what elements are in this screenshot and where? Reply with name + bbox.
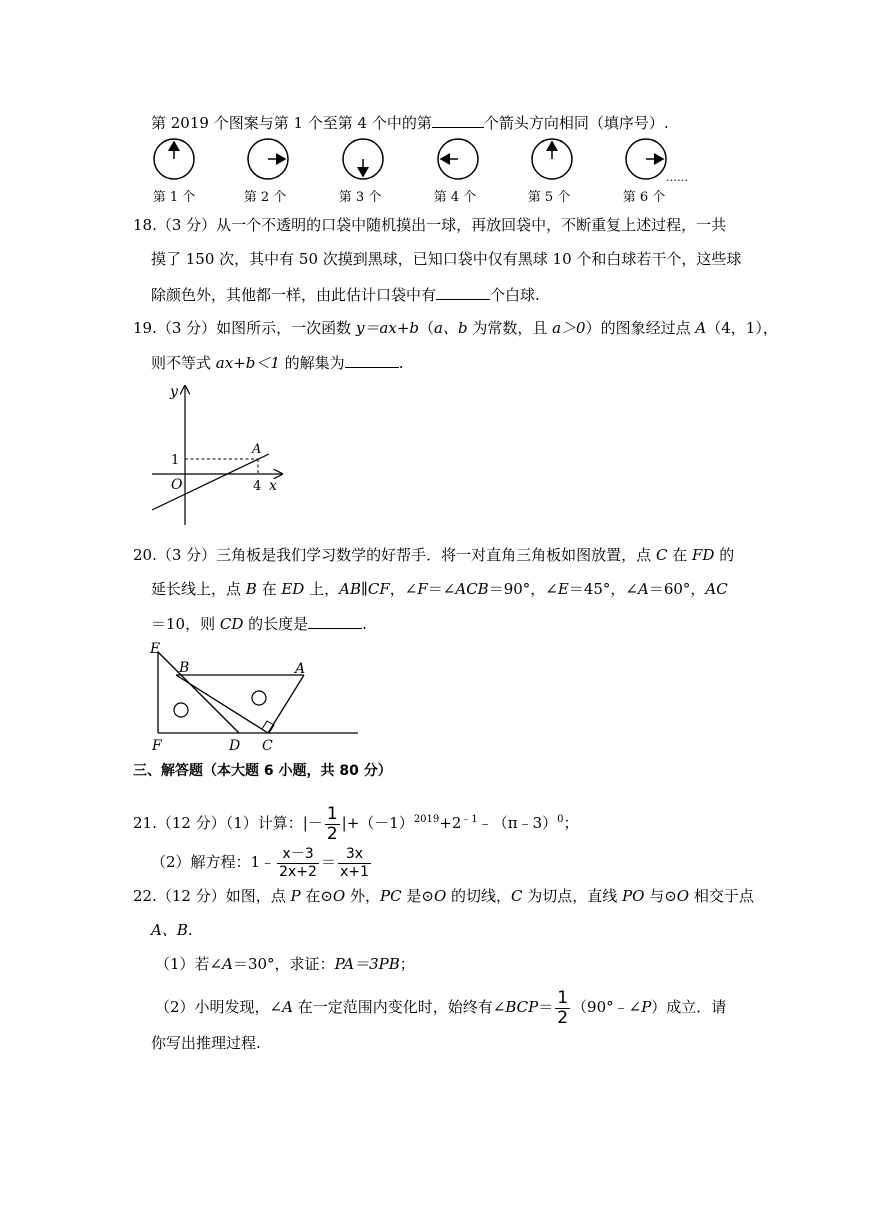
q20-line-1: 20.（3 分）三角板是我们学习数学的好帮手．将一对直角三角板如图放置，点 C 在 FD 的 [133,546,735,564]
fraction-one-half: $\frac{1}{2}$ [326,803,338,844]
line-bc [176,675,268,733]
right-angle-mark [262,721,274,733]
q20-line-3: ＝10，则 CD 的长度是 . [151,615,367,633]
q22-line-2: A、B. [151,921,193,939]
triangle-hole-right [252,691,266,705]
q19-line-1: 19.（3 分）如图所示，一次函数 y＝ax+b（a、b 为常数，且 a＞0）的图象经过点 A（4，1）， [133,319,778,337]
answer-blank [345,352,399,368]
label-c: C [262,738,273,754]
answer-blank [308,613,362,629]
q18-line-1: 18.（3 分）从一个不透明的口袋中随机摸出一球，再放回袋中，不断重复上述过程，一共 [133,216,727,234]
y-axis-label: y [170,384,178,400]
label-a: A [295,661,306,677]
label-e: E [150,641,161,657]
triangle-hole-left [174,703,188,717]
line-ed [158,652,239,733]
arrow-figure-1 [154,139,194,179]
fraction-right: $\frac{3x}{x+1}$ [339,845,369,880]
x-axis-label: x [269,478,277,494]
origin-label: O [171,477,183,493]
q21-part-2: （2）解方程：1﹣ $\frac{x-3}{2x+2}$ ＝ $\frac{3x}{x+1}$ [151,845,369,880]
arrow-figure-2 [248,139,288,179]
q20-triangle-figure [146,638,366,756]
figure-label-2: 第 2 个 [243,190,287,205]
section-3-heading: 三、解答题（本大题 6 小题，共 80 分） [133,763,392,779]
q17-arrow-figures [140,132,700,208]
arrow-figure-4 [438,139,478,179]
q22-sub-2-cont: 你写出推理过程. [151,1034,261,1052]
arrow-figure-6 [626,139,666,179]
figure-label-1: 第 1 个 [152,190,196,205]
tick-label-1: 1 [171,453,180,468]
label-b: B [179,660,190,676]
fraction-left: $\frac{x-3}{2x+2}$ [279,845,317,880]
arrow-figure-5 [532,139,572,179]
q22-line-1: 22.（12 分）如图，点 P 在⊙O 外，PC 是⊙O 的切线，C 为切点，直线 PO 与⊙O 相交于点 [133,887,754,905]
tick-label-4: 4 [253,479,262,494]
q18-line-3: 除颜色外，其他都一样，由此估计口袋中有 个白球. [151,286,540,304]
arrow-figure-3 [343,139,383,179]
q21-part-1: 21.（12 分）（1）计算：|－ $\frac{1}{2}$ $|+(-1)^{2019}+2^{﹣1}﹣(\pi﹣3)^0$； [133,803,579,844]
answer-blank [432,112,484,128]
label-d: D [229,738,241,754]
q22-sub-2: （2）小明发现，∠A 在一定范围内变化时，始终有∠BCP＝ $\frac{1}{2}$ （90°﹣∠P）成立．请 [155,987,727,1028]
figure-label-4: 第 4 个 [433,190,477,205]
figure-label-6: 第 6 个 [622,190,666,205]
figure-ellipsis: …… [666,171,688,184]
q19-graph [148,380,288,528]
q22-sub-1: （1）若∠A＝30°，求证：PA＝3PB； [155,955,415,973]
label-f: F [152,738,162,754]
q20-line-2: 延长线上，点 B 在 ED 上，AB∥CF，∠F＝∠ACB＝90°，∠E＝45°，∠A＝60°，AC [151,580,728,598]
q18-line-2: 摸了 150 次，其中有 50 次摸到黑球，已知口袋中仅有黑球 10 个和白球若干个，这些球 [151,250,742,268]
figure-label-3: 第 3 个 [338,190,382,205]
fraction-one-half: $\frac{1}{2}$ [557,987,569,1028]
point-a-label: A [252,442,262,457]
function-line [152,454,269,510]
q17-text: 第 2019 个图案与第 1 个至第 4 个中的第 个箭头方向相同（填序号）. [151,114,669,132]
figure-label-5: 第 5 个 [527,190,571,205]
answer-blank [436,284,490,300]
q19-line-2: 则不等式 ax+b＜1 的解集为 . [151,354,404,372]
